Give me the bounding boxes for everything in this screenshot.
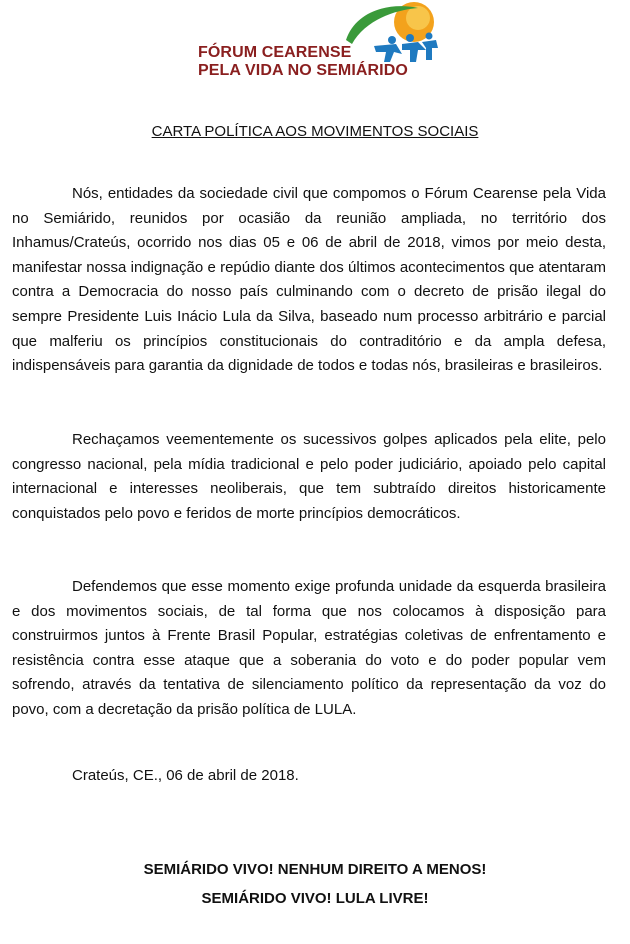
paragraph: Nós, entidades da sociedade civil que compomos o Fórum Cearense pela Vida no Semiárido, reunidos por ocasião da reunião ampliada, no território dos Inhamus/Crateús, ocorrido nos dias 05 e 06 de abril de 2018, vimos por meio desta, manifestar nossa indignação e repúdio diante dos últimos acontecimentos que atentaram contra a Democracia do nosso país culminando com o decreto de prisão ilegal do sempre Presidente Luis Inácio Lula da Silva, baseado num processo arbitrário e parcial que malferiu os princípios constitucionais do contraditório e da ampla defesa, indispensáveis para garantia da dignidade de todos e todas nós, brasileiras e brasileiros. — [12, 185, 606, 375]
logo-line-1: FÓRUM CEARENSE — [198, 44, 352, 61]
slogan-1: SEMIÁRIDO VIVO! NENHUM DIREITO A MENOS! — [143, 861, 487, 878]
paragraph: Rechaçamos veementemente os sucessivos golpes aplicados pela elite, pelo congresso nacional, pela mídia tradicional e pelo poder judiciário, apoiado pelo capital internacional e interesses neoliberais, que tem subtraído direitos historicamente conquistados pelo povo e feridos de morte princípios democráticos. — [12, 431, 606, 522]
forum-logo-text — [198, 44, 408, 80]
paragraph-1-container — [12, 182, 606, 379]
slogan-2: SEMIÁRIDO VIVO! LULA LIVRE! — [201, 890, 429, 907]
date-line: Crateús, CE., 06 de abril de 2018. — [72, 767, 299, 784]
document-title: CARTA POLÍTICA AOS MOVIMENTOS SOCIAIS — [151, 123, 479, 140]
paragraph: Defendemos que esse momento exige profunda unidade da esquerda brasileira e dos movimentos sociais, de tal forma que nos colocamos à disposição para construirmos juntos à Frente Brasil Popular, estratégias coletivas de enfrentamento e resistência contra esse ataque que a soberania do voto e do poder popular vem sofrendo, através da tentativa de silenciamento político da representação da voz do povo, com a decretação da prisão política de LULA. — [12, 578, 606, 718]
forum-logo — [196, 0, 440, 80]
paragraph-2-container — [12, 428, 606, 526]
paragraph-3-container — [12, 575, 606, 723]
logo-line-2: PELA VIDA NO SEMIÁRIDO — [198, 62, 408, 79]
